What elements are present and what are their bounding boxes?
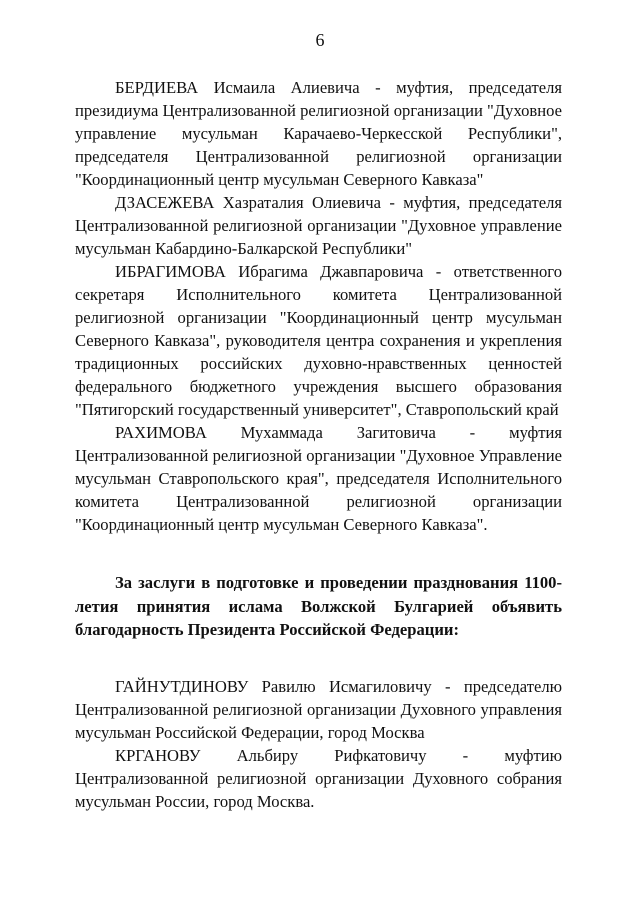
- paragraph-berdiev: БЕРДИЕВА Исмаила Алиевича - муфтия, председателя президиума Централизованной религиозной организации "Духовное управление мусульман Карачаево-Черкесской Республики", председателя Централизованной религиозной организации "Координационный центр мусульман Северного Кавказа": [75, 78, 562, 189]
- paragraph-krganov: КРГАНОВУ Альбиру Рифкатовичу - муфтию Централизованной религиозной организации Духовного собрания мусульман России, город Москва.: [75, 745, 562, 811]
- paragraph-rakhimov: РАХИМОВА Мухаммада Загитовича - муфтия Централизованной религиозной организации "Духовное Управление мусульман Ставропольского края", председателя Исполнительного комитета Централизованной религиозной организации "Координационный центр мусульман Северного Кавказа".: [75, 423, 562, 534]
- gratitude-heading: За заслуги в подготовке и проведении празднования 1100-летия принятия ислама Волжской Булгарией объявить благодарность Президента Российской Федерации:: [75, 573, 562, 639]
- page-number: 6: [315, 30, 325, 50]
- paragraph-gainutdinov: ГАЙНУТДИНОВУ Равилю Исмагиловичу - председателю Централизованной религиозной организации Духовного управления мусульман Российской Федерации, город Москва: [75, 676, 562, 742]
- paragraph-dzasezhev: ДЗАСЕЖЕВА Хазраталия Олиевича - муфтия, председателя Централизованной религиозной организации "Духовное управление мусульман Кабардино-Балкарской Республики": [75, 193, 562, 258]
- document-body: [75, 76, 562, 813]
- paragraph-ibragimov: ИБРАГИМОВА Ибрагима Джавпаровича - ответственного секретаря Исполнительного комитета Централизованной религиозной организации "Координационный центр мусульман Северного Кавказа", руководителя центра сохранения и укрепления традиционных российских духовно-нравственных ценностей федерального бюджетного учреждения высшего образования "Пятигорский государственный университет", Ставропольский край: [75, 262, 562, 419]
